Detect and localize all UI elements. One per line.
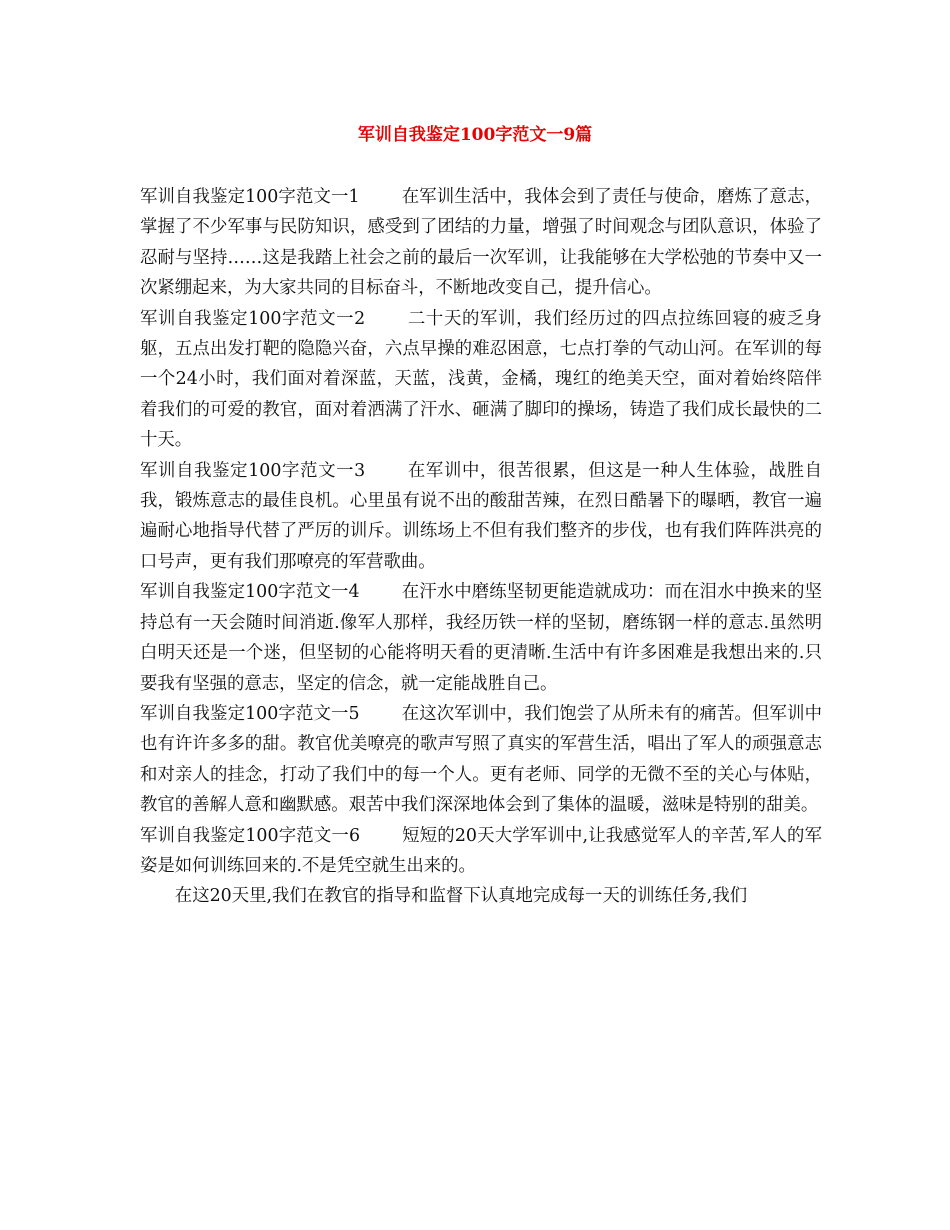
- paragraph-heading: 军训自我鉴定100字范文一1: [140, 187, 360, 207]
- paragraph-heading: 军训自我鉴定100字范文一3: [140, 460, 366, 481]
- paragraph-3: [140, 456, 822, 578]
- paragraph-heading: 军训自我鉴定100字范文一6: [140, 825, 361, 846]
- paragraph-text: 短短的20天大学军训中,让我感觉军人的辛苦,军人的军姿是如何训练回来的.不是凭空就生出来的。: [140, 825, 822, 876]
- paragraph-text: 在汗水中磨练坚韧更能造就成功：而在泪水中换来的坚持总有一天会随时间消逝.像军人那样，我经历铁一样的坚韧，磨练钢一样的意志.虽然明白明天还是一个迷，但坚韧的心能将明天看的更清晰.生活中有许多困难是我想出来的.只要我有坚强的意志，坚定的信念，就一定能战胜自己。: [140, 582, 822, 694]
- paragraph-5: [140, 699, 822, 821]
- paragraph-text: 在军训生活中，我体会到了责任与使命，磨炼了意志，掌握了不少军事与民防知识，感受到了团结的力量，增强了时间观念与团队意识，体验了忍耐与坚持……这是我踏上社会之前的最后一次军训，让我能够在大学松弛的节奏中又一次紧绷起来，为大家共同的目标奋斗，不断地改变自己，提升信心。: [140, 187, 822, 299]
- paragraph-text: 在这次军训中，我们饱尝了从所未有的痛苦。但军训中也有许许多多的甜。教官优美嘹亮的歌声写照了真实的军营生活，唱出了军人的顽强意志和对亲人的挂念，打动了我们中的每一个人。更有老师、同学的无微不至的关心与体贴，教官的善解人意和幽默感。艰苦中我们深深地体会到了集体的温暖，滋味是特别的甜美。: [140, 703, 822, 816]
- paragraph-2: [140, 304, 822, 456]
- paragraph-text: 在军训中，很苦很累，但这是一种人生体验，战胜自我，锻炼意志的最佳良机。心里虽有说不出的酸甜苦辣，在烈日酷暑下的曝晒，教官一遍遍耐心地指导代替了严厉的训斥。训练场上不但有我们整齐的步伐，也有我们阵阵洪亮的口号声，更有我们那嘹亮的军营歌曲。: [140, 460, 822, 572]
- document-body: [140, 182, 822, 912]
- paragraph-4: [140, 577, 822, 699]
- paragraph-heading: 军训自我鉴定100字范文一2: [140, 308, 366, 329]
- paragraph-heading: 军训自我鉴定100字范文一4: [140, 582, 360, 603]
- paragraph-6: [140, 821, 822, 882]
- paragraph-text: 二十天的军训，我们经历过的四点拉练回寝的疲乏身躯，五点出发打靶的隐隐兴奋，六点早操的难忍困意，七点打拳的气动山河。在军训的每一个24小时，我们面对着深蓝，天蓝，浅黄，金橘，瑰红的绝美天空，面对着始终陪伴着我们的可爱的教官，面对着洒满了汗水、砸满了脚印的操场，铸造了我们成长最快的二十天。: [140, 308, 822, 451]
- paragraph-heading: 军训自我鉴定100字范文一5: [140, 703, 360, 724]
- paragraph-7: [140, 881, 822, 911]
- paragraph-1: [140, 182, 822, 304]
- document-title: 军训自我鉴定100字范文一9篇: [357, 125, 593, 145]
- paragraph-text: 在这20天里,我们在教官的指导和监督下认真地完成每一天的训练任务,我们: [174, 886, 748, 907]
